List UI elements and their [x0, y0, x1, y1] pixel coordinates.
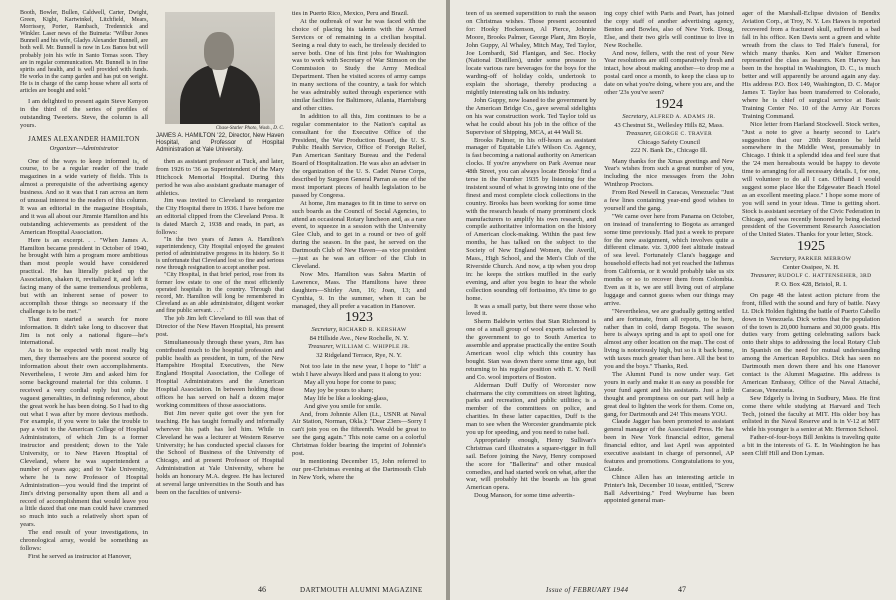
paragraph: And now, fellers, with the rest of your New Year resolutions are still comparatively fresh and intact, how about making another—to drop me a postal card once a month, to keep the class up to date on what you're doing, where you are, and the other '23s you've seen?	[604, 49, 734, 97]
paragraph: It was a small party, but there were those who loved it.	[466, 302, 596, 318]
page-number: 47	[678, 585, 686, 594]
paragraph: John Guppy, now loaned to the government by the American Bridge Co., gave several sidelights on his war construction work. Ted Taylor told us what he could about his job in the office of the Supervisor of Shipping, MCA, at 44 Wall St.	[466, 96, 596, 136]
paragraph: But Jim never quite got over the yen for teaching. He has taught formally and informally wherever his path has led him. While in Cleveland he was a lecturer at Western Reserve University; he has conducted special classes for the School of Business of the University of Chicago, and at present Professor of Hospital Administration at Yale University, where he holds an honorary M.A. degree. He has lectured at several large universities in the South and has been on the faculties of universi-	[156, 409, 284, 496]
paragraph: And, from Johnnie Allen (Lt., USNR at Naval Air Station, Norman, Okla.): "Dear 23ers—Sorry I can't join you on the fifteenth. Would be great to see the gang again." This note came on a colorful Christmas folder bearing the imprint of Johnnie's post.	[292, 410, 426, 458]
paragraph: Sew Edgerly is living in Sudbury, Mass. He first come there while studying at Harvard and Tech Tech, joined the faculty at MIT. His older boy has enlisted in the Naval Reserve and is in V-12 at MIT while his younger is a senior at Mr. Hermon School.	[742, 394, 880, 434]
quote-paragraph: "In the two years of James A. Hamilton's superintendency, City Hospital enjoyed the greatest period of administrative progress in its history. So it is unfortunate that Cleveland lost so fine and serious now through resignation to accept another post.	[156, 236, 284, 272]
paragraph: Claude Jagger has been promoted to assistant general manager of the Associated Press. He has been in New York financial editor, general financial editor, and last April was appointed executive assistant in charge of personnel, AP features and promotions. Congratulations to you, Claude.	[604, 418, 734, 473]
paragraph: That item started a search for more information. It didn't take long to discover that Jim is not only a national figure—he's international.	[20, 315, 148, 347]
treasurer-address: P. O. Box 428, Bristol, R. I.	[775, 281, 847, 288]
poem-line: May life be like a looking-glass,	[304, 394, 389, 402]
paragraph: The job Jim left Cleveland to fill was that of Director of the New Haven Hospital, his present post.	[156, 315, 284, 338]
paragraph: Alderman Duff Duffy of Worcester now chairmans the city committees on street lighting, parks and recreation, and public utilities; is a member of the committees on police, and charities. In these latter capacities, Duff is the man to see when the Worcester grandmamie pick you up for speeding, and you need to raise bail.	[466, 381, 596, 437]
paragraph: As is to be expected with most really big men, they themselves are the poorest source of information about their own accomplishments. Nevertheless, I wrote Jim and asked him for some background material for this column. I received a very cordial reply but only the vaguest generalities, in defining reference, about the great work he has been doing. So I had to dig out what I was after by more devious methods. For example, if you were to take the trouble to pay a visit to the American College of Hospital Administrators, of which Jim is a former instructor and president; down to the Yale University, or to New Haven Hospital of Cleveland, where he was superintendent a number of years ago; and to Yale University, where he is now Professor of Hospital Administration—you would find the imprint of Jim's driving personality upon them all and a record of accomplishment that would leave you a little dazed that one man could have crammed so much into such a relatively short span of years.	[20, 347, 148, 529]
right-page	[450, 0, 896, 600]
paragraph: Not too late in the new year, I hope to "lift" a wish I have always liked and pass it along to you:	[292, 363, 426, 378]
portrait-photo	[165, 12, 275, 124]
treasurer-line: Treasurer, RUDOLF C. HATTENSEHER, 3RD	[750, 272, 872, 280]
paragraph: The Alumni Fund is now under way. Get yours in early and make it as easy as possible for your fund agent and his assistants. Just a little thought and promptness on our part will help a great deal to lighten the work for them. Come on, gang, for Dartmouth and 24! This means YOU.	[604, 370, 734, 418]
paragraph: The end result of your investigations, in chronological array, would be something as follows:	[20, 529, 148, 552]
paragraph: At the outbreak of war he was faced with the choice of placing his talents with the Armed Services or of remaining in a civilian hospital. Seeing a real duty to each, he tirelessly decided to serve both. One of his first jobs for Washington was to work with Secretary of War Stimson on the Commission to Study the Army Medical Department. Then he visited scores of army camps in many sections of the country, a task for which he was admirably suited through experience with similar facilities for Baltimore, Atlanta, Harrisburg and other cities.	[292, 17, 426, 112]
paragraph: Appropriately enough, Henry Sullivan's Christmas card illustrates a square-rigger in full sail. Before joining the Navy, Henry composed the score for "Ballerina" and other musical comedies, and had started work on what, after the war, will probably hit the boards as his great American opera.	[466, 436, 596, 492]
paragraph: From Red Newell in Caracas, Venezuela: "Just a few lines containing year-end good wishes to yourself and the gang.	[604, 189, 734, 212]
treasurer-address: 32 Ridgeland Terrace, Rye, N. Y.	[316, 352, 402, 360]
paragraph: ager of the Marshall-Eclipse division of Bendix Aviation Corp., at Troy, N. Y. Les Hawes is reported recovered from a fractured skull, suffered in a bad fall in his office. Ken Davis sent a green and white wreath from the class to Ted Hale's funeral, for which many thanks. Ken and Walter Emerson represented the class as bearers. Ken Harvey has been in the hospital in Washington, D. C., is much better and will apparently be around again any day. His address P.O. Box 149, Washington, D. C. Major James T. Taylor has been transferred to Colorado, where he is chief of surgical service at Basic Training Center No. 10 of the Army Air Forces Training Command.	[742, 10, 880, 120]
paragraph: Brooks Palmer, in his off-hours as assistant manager of Equitable Life's Wilson Co. Agency, is fast becoming a national authority on American clocks. If you're anywhere on Park Avenue near 48th Street, you can always locate Brooks' find a terse in the Number 1935 by listening for the insistent sound of what is growing into one of the finest and most complete clock collections in the country. Brooks has been working for some time with the research heads of many prominent clock manufacturers to amplify his own research, and compile authoritative information on the history of American clock-making. Within the past few months, he has talked on the subject to the Society of New England Women, the Averill, Mass., High School, and the Men's Club of the Riverside Church. And now, a tip when you drop in: he keeps the strikes muffled in the early evening, and after you begin to hear the whole collection sounding off fortissimo, it's time to go home.	[466, 136, 596, 302]
magazine-footer: Issue of FEBRUARY 1944	[546, 586, 629, 594]
intro-paragraph: Booth, Bowler, Bullen, Caldwell, Carter, Dwight, Green, Kight, Kartwinkel, Litchfield, Mears, Morrissey, Porter, Rambach, Tredennick and Winkler. Laser news of the Buimeta: "Wilbur Jones Bunnell and his wife, Gladys Alexander Bunnell, are both well. Mr. Bunnell is now in Los Banos but will probably join his wife in Santo Tomas soon. They are in regular communication. Mr. Bunnell is in fine spirits and health, and is well provided with funds. He works in the camp garden and has put on weight. He is in charge of the camp house where all sorts of articles are bought and sold."	[20, 10, 148, 95]
poem-line: May joy be yours to share;	[304, 386, 374, 394]
paragraph: Now Mrs. Hamilton was Sabra Martin of Lawrence, Mass. The Hamiltons have three daughters—Shirley Ann, 16; Joan, 13; and Cynthia, 9. In the summer, when it can be managed, they all prefer a vacation in Hanover.	[292, 270, 426, 310]
paragraph: In addition to all this, Jim continues to be a regular commentator to the Nation's capital as consultant for the Executive Office of the President, the War Production Board, the U. S. Public Health Service, Office of Foreign Relief, Pan American Sanitary Bureau and the Federal Board of Hospitalization. He was also an adviser in the organization of the U. S. Cadet Nurse Corps, described by Surgeon General Parran as one of the most important pieces of health legislation to be passed by Congress.	[292, 112, 426, 199]
paragraph: On page 48 the latest action picture from the front, filled with the sound and fury of battle. Navy Lt. Dick Holden fighting the battle of Puerto Cabello down in Venezuela. Dick writes that the population of the town is 20,000 humans and 30,000 goats. His duties vary from getting celebrating sailors back onto their ships to addressing the local Rotary Club in Spanish on the need for mutual understanding among the American Republics. Dick has seen no Dartmouth men down there and his one Hanover contact is the Alumni Magazine. His address is American Embassy, Office of the Naval Attaché, Caracas, Venezuela.	[742, 291, 880, 394]
quote-paragraph: "City Hospital, in that brief period, rose from its former low estate to one of the most efficiently operated hospitals in the country. Through that record, Mr. Hamilton will long be remembered in Cleveland as an able administrator, diligent worker and fine public servant. . . ."	[156, 272, 284, 314]
paragraph: Doug Manson, for some time advertis-	[474, 492, 575, 500]
secretary-address: 43 Chestnut St., Wellesley Hills 82, Mass.	[614, 121, 724, 129]
page-number: 46	[258, 585, 266, 594]
paragraph: First he served as instructor at Hanover,	[28, 552, 132, 560]
paragraph: Jim was invited to Cleveland to reorganize the City Hospital there in 1936. I have before me an editorial clipped from the Cleveland Press. It is dated March 2, 1938 and reads, in part, as follows:	[156, 197, 284, 237]
paragraph: Many thanks for the Xmas greetings and New Year's wishes from such a great number of you, including the nice messages from the John Winthrop Proctors.	[604, 157, 734, 189]
photo-caption: JAMES A. HAMILTON '22, Director, New Haven Hospital, and Professor of Hospital Administration at Yale University.	[156, 132, 284, 153]
magazine-footer: DARTMOUTH ALUMNI MAGAZINE	[300, 586, 423, 594]
paragraph: Father-of-four-boys Bill Jenkins is traveling quite a bit in the interests of G. E. In Washington he has seen Cliff Hill and Don Lyman.	[742, 434, 880, 458]
right-col-1	[466, 10, 596, 500]
paragraph: "We came over here from Panama on October, on instead of transferring to Bogota as arranged some time previously. Had just a week to prepare for the new assignment, which involves quite a different climate. viz. 3,000 feet altitude instead of sea level. Fortunately Clara's baggage and household effects had not yet reached the Isthmus from California, or it would probably take us six months or so to recover them from Colombia. Even as it is, we are still living out of airplane luggage and cannot guess when our things may arrive.	[604, 212, 734, 307]
treasurer-organization: Chicago Safety Council	[637, 138, 701, 146]
right-col-2	[604, 10, 734, 505]
paragraph: Simultaneously through these years, Jim has contributed much to the hospital profession and public health as president, in turn, of the New Hampshire Hospital Executives, the New England Hospital Association, the College of Hospital Administrators and the American Hospital Association. In between holding those offices he has served on half a dozen major working committees of those associations.	[156, 338, 284, 409]
paragraph: "Nevertheless, we are gradually getting settled and are fortunate, from all reports, to be here, rather than in cold, damp Bogota. The season here is always spring and is apt to spoil one for almost any other location on the map. The cost of living is notoriously high, but so is it back home, with taxes much greater than here. All the best to you and the boys." Thanks, Red.	[604, 307, 734, 371]
treasurer-line: Treasurer, GEORGE C. TRAVER	[625, 129, 713, 137]
paragraph: ties in Puerto Rico, Mexico, Peru and Brazil.	[292, 10, 409, 17]
class-year-heading: 1925	[797, 239, 825, 255]
left-page	[0, 0, 446, 600]
secretary-address: 84 Hillside Ave., New Rochelle, N. Y.	[309, 335, 409, 343]
left-col-2	[156, 10, 284, 497]
paragraph: Chince Allen has an interesting article in Printer's Ink, December 10 issue, entitled, "Screw Ball Advertising." Fred Weyburne has been appointed general man-	[604, 473, 734, 505]
paragraph: I am delighted to present again Steve Kenyon in the third of the series of profiles of outstanding Tweeters. Steve, the column is all yours.	[20, 98, 148, 129]
secretary-line: Secretary, PARKER MERROW	[770, 255, 852, 263]
treasurer-line: Treasurer, WILLIAM C. WHIPPLE JR.	[307, 343, 411, 351]
paragraph: One of the ways to keep informed is, of course, to be a regular reader of the trade magazines in a wide variety of fields. This is almost a prerequisite of the advertising agency business. And so it was that I ran across an item of unusual interest to the readers of this column. It was an editorial in the magazine Hospitals, and it was all about our Jimmie Hamilton and his outstanding achievements as president of the American Hospital Association.	[20, 157, 148, 236]
left-col-3	[292, 10, 426, 482]
paragraph: then as assistant professor at Tuck, and later, from 1926 to '36 as Superintendent of the Mary Hitchcock Memorial Hospital. During this period he was also assistant graduate manager of athletics.	[156, 157, 284, 197]
class-year-heading: 1924	[655, 96, 683, 112]
paragraph: teen of us seemed superstition to rush the season on Christmas wishes. Those present accounted for: Hooky Hockenson, Al Pierce, Johnnie Moore, Brooks Palmer, George Plant, Jim Boyle, John Guppy, Al Whaley, Mitch May, Ted Taylor, Joe Lombardi, Sid Flanigan, and Sec. Hocky (National Distillers), under some pressure to locate various rare beverages for the boys for the warding-off of holiday colds, undertook to explain the shortage, thereby producing a mightily interesting talk on his industry.	[466, 10, 596, 97]
paragraph: Here is an excerpt. . . "When James A. Hamilton became president in October of 1940, he brought with him a program more ambitious than most people would have considered practical. He has literally picked up the Association, shaken it, revitalized it, and left it facing many of the same tremendous problems, but with an inherent sense of power to accomplish those things so necessary if the challenge is to be met."	[20, 236, 148, 315]
paragraph: In mentioning December 15, John referred to our pre-Christmas evening at the Dartmouth Club in New York, where the	[292, 457, 426, 481]
left-col-1	[20, 10, 148, 561]
secretary-line: Secretary, RICHARD R. KERSHAW	[311, 326, 407, 334]
photo-credit: Chase-Statler Photo, Wash., D. C.	[215, 126, 284, 131]
poem-line: And give you smile for smile.	[304, 402, 382, 410]
poem-line: May all you hope for come to pass;	[304, 378, 396, 386]
paragraph: At home, Jim manages to fit in time to serve on such boards as the Council of Social Agencies, to attend an occasional Rotary luncheon and, as a rare event, to squeeze in a session with the University Glee Club, and to get in a round or two of golf during the season. In the past, he served on the Dartmouth Club of New Haven—as vice president—just as he was an officer of the Club in Cleveland.	[292, 199, 426, 270]
class-year-heading: 1923	[345, 310, 373, 326]
secretary-address: Center Ossipee, N. H.	[782, 264, 840, 272]
paragraph: ing copy chief with Paris and Peart, has joined the copy staff of another advertising agency, Benton and Bowles, also of New York. Doug, Else, and their two girls will continue to live in New Rochelle.	[604, 10, 734, 49]
right-col-3	[742, 10, 880, 458]
paragraph: Nice letter from Harland Stockwell. Stock writes, "Just a note to give a hearty second to Lair's suggestion that our 20th Reunion be held somewhere in the Middle West, presumably in Chicago. I think it a splendid idea and feel sure that the '24 men hereabouts would be happy to devote time to arranging for all necessary details. I, for one, will volunteer to do all I can. Offhand I would suggest some place like the Edgewater Beach Hotel as an excellent meeting place." I hope some more of you will send in your ideas. Time is getting short. Stock is assistant secretary of the Civic Federation in Chicago, and was recently honored by being elected president of the Government Research Association of the United States. Thanks for your letter, Stock.	[742, 120, 880, 239]
treasurer-address: 222 N. Bank Dr., Chicago Ill.	[630, 146, 708, 154]
section-heading: JAMES ALEXANDER HAMILTON	[28, 134, 140, 143]
section-subheading: Organizer—Administrator	[49, 144, 119, 152]
paragraph: Sherm Baldwin writes that Stan Richmond is one of a small group of wool experts selected by the government to go to South America to assemble and appraise practically the entire South American wool clip which this country has bought. Stan was down there some time ago, but returning to his regular position with E. Y. Neill and Co. wool importers of Boston.	[466, 318, 596, 381]
secretary-line: Secretary, ALFRED A. ADAMS JR.	[622, 112, 716, 120]
